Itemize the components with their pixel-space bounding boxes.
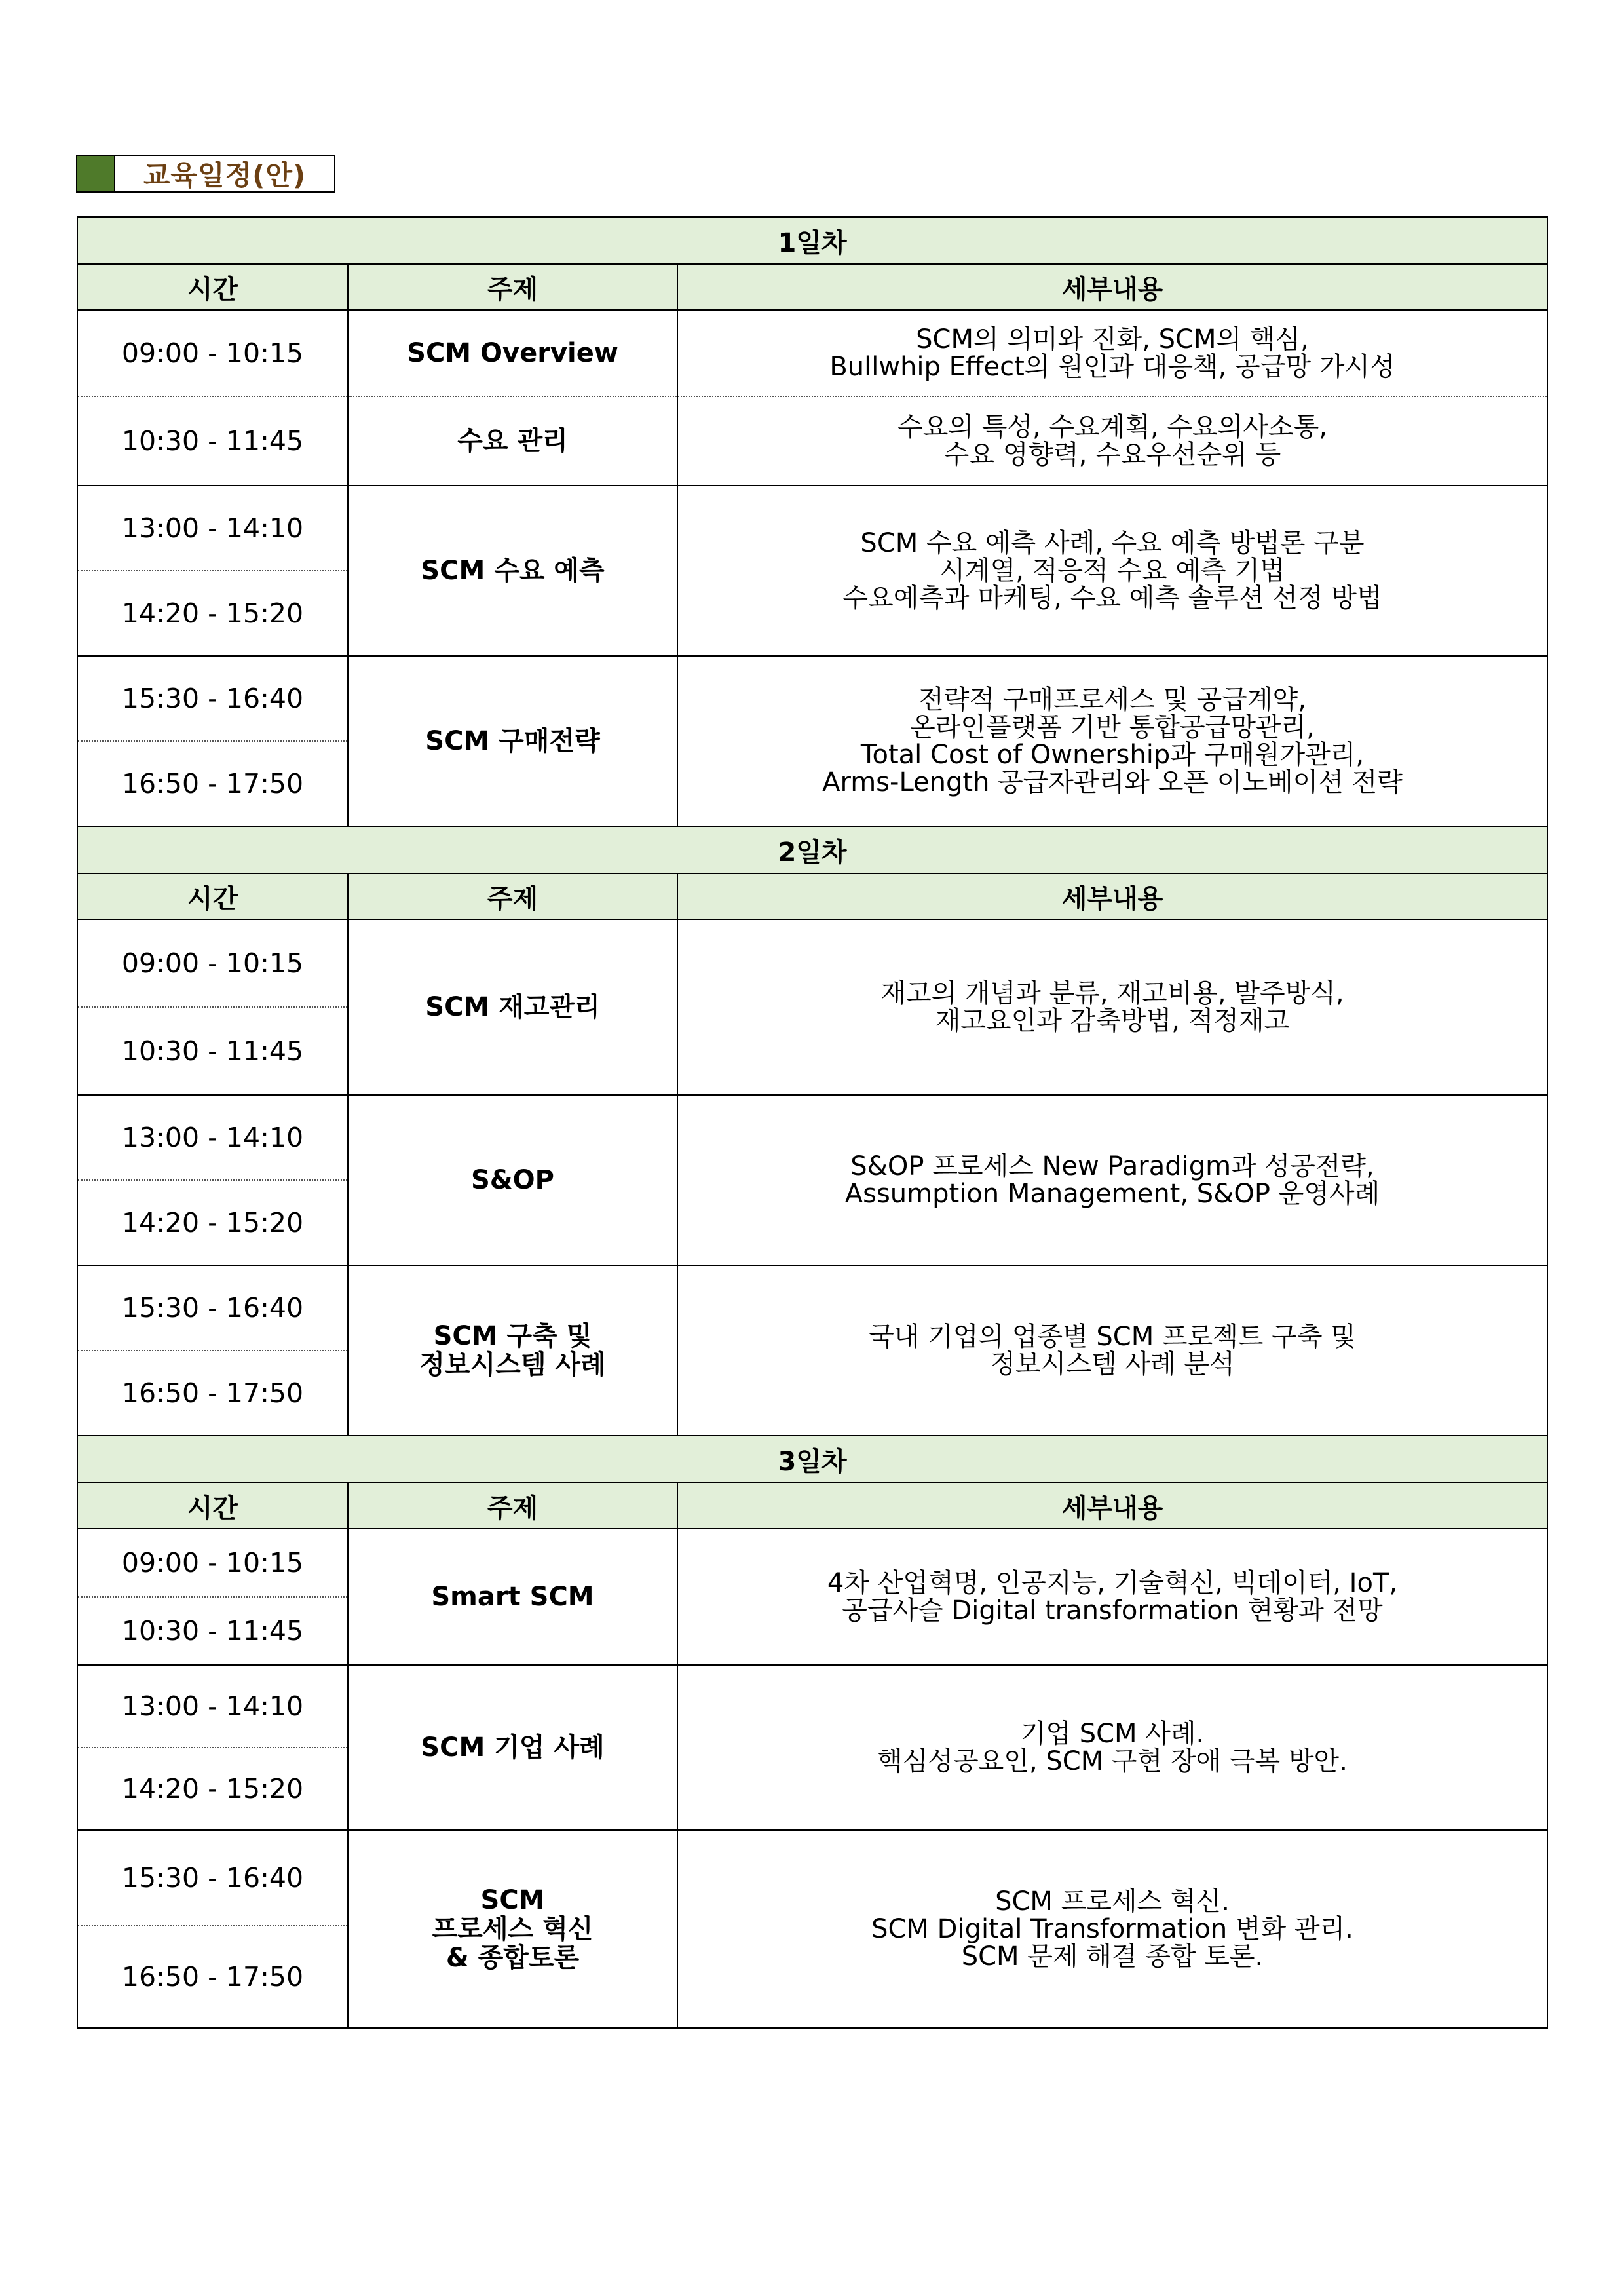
column-header-detail: 세부내용 [677,264,1547,310]
detail-line: 재고의 개념과 분류, 재고비용, 발주방식, [880,978,1344,1008]
column-header-detail: 세부내용 [677,873,1547,919]
session-topic [348,1830,677,2028]
detail-line: SCM 문제 해결 종합 토론. [961,1942,1264,1972]
column-header-time: 시간 [77,873,348,919]
topic-line: & 종합토론 [445,1943,580,1973]
topic-line: SCM 구축 및 [433,1321,592,1351]
session-detail [677,310,1547,396]
detail-line: 수요예측과 마케팅, 수요 예측 솔루션 선정 방법 [842,583,1382,613]
session-time: 14:20 - 15:20 [77,1748,348,1830]
session-topic: SCM 기업 사례 [348,1665,677,1830]
detail-line: 4차 산업혁명, 인공지능, 기술혁신, 빅데이터, IoT, [827,1568,1398,1598]
detail-line: 시계열, 적응적 수요 예측 기법 [939,556,1285,586]
column-header-detail: 세부내용 [677,1483,1547,1529]
detail-line: S&OP 프로세스 New Paradigm과 성공전략, [850,1151,1374,1181]
day-header: 2일차 [77,826,1547,873]
session-time: 14:20 - 15:20 [77,571,348,656]
session-time: 13:00 - 14:10 [77,486,348,571]
detail-line: Bullwhip Effect의 원인과 대응책, 공급망 가시성 [829,352,1395,382]
session-topic: 수요 관리 [348,396,677,486]
section-heading [76,155,335,193]
detail-line: 재고요인과 감축방법, 적정재고 [935,1006,1290,1036]
detail-line: Assumption Management, S&OP 운영사례 [844,1179,1380,1209]
detail-line: SCM 수요 예측 사례, 수요 예측 방법론 구분 [860,528,1365,558]
session-time: 10:30 - 11:45 [77,1597,348,1665]
detail-line: 수요 영향력, 수요우선순위 등 [943,440,1281,470]
detail-line: 국내 기업의 업종별 SCM 프로젝트 구축 및 [869,1322,1356,1352]
detail-line: 핵심성공요인, SCM 구현 장애 극복 방안. [877,1746,1348,1776]
session-topic: SCM 구매전략 [348,656,677,826]
session-time: 10:30 - 11:45 [77,1007,348,1095]
session-time: 16:50 - 17:50 [77,741,348,826]
day-header: 1일차 [77,217,1547,264]
session-time: 09:00 - 10:15 [77,1529,348,1597]
heading-marker [77,156,115,191]
session-detail [677,1095,1547,1265]
session-topic: S&OP [348,1095,677,1265]
session-detail [677,1830,1547,2028]
session-time: 16:50 - 17:50 [77,1350,348,1436]
session-detail [677,1529,1547,1665]
column-header-topic: 주제 [348,1483,677,1529]
detail-line: SCM 프로세스 혁신. [995,1886,1230,1917]
session-time: 10:30 - 11:45 [77,396,348,486]
session-time: 09:00 - 10:15 [77,310,348,396]
session-topic: SCM Overview [348,310,677,396]
detail-line: SCM Digital Transformation 변화 관리. [871,1914,1353,1944]
detail-line: 기업 SCM 사례. [1020,1719,1205,1749]
session-time: 14:20 - 15:20 [77,1180,348,1265]
session-detail [677,656,1547,826]
schedule-table [77,216,1548,2029]
detail-line: 전략적 구매프로세스 및 공급계약, [918,685,1306,715]
column-header-time: 시간 [77,264,348,310]
session-time: 15:30 - 16:40 [77,656,348,741]
session-time: 13:00 - 14:10 [77,1095,348,1180]
detail-line: SCM의 의미와 진화, SCM의 핵심, [916,324,1309,354]
detail-line: 공급사슬 Digital transformation 현황과 전망 [842,1596,1383,1626]
topic-line: SCM [480,1885,545,1915]
session-topic: SCM 수요 예측 [348,486,677,656]
session-detail [677,486,1547,656]
session-time: 16:50 - 17:50 [77,1926,348,2028]
session-topic: SCM 재고관리 [348,919,677,1095]
detail-line: 온라인플랫폼 기반 통합공급망관리, [910,712,1315,742]
session-time: 15:30 - 16:40 [77,1265,348,1350]
column-header-topic: 주제 [348,264,677,310]
topic-line: 정보시스템 사례 [419,1350,606,1380]
session-topic: Smart SCM [348,1529,677,1665]
heading-title: 교육일정(안) [143,159,307,191]
day-header: 3일차 [77,1436,1547,1483]
session-detail [677,1265,1547,1436]
session-detail [677,396,1547,486]
session-detail [677,919,1547,1095]
session-time: 09:00 - 10:15 [77,919,348,1007]
topic-line: 프로세스 혁신 [432,1914,594,1944]
detail-line: 수요의 특성, 수요계획, 수요의사소통, [897,412,1327,442]
session-detail [677,1665,1547,1830]
session-topic [348,1265,677,1436]
detail-line: Arms-Length 공급자관리와 오픈 이노베이션 전략 [822,767,1403,797]
column-header-topic: 주제 [348,873,677,919]
detail-line: 정보시스템 사례 분석 [990,1349,1235,1379]
session-time: 15:30 - 16:40 [77,1830,348,1926]
session-time: 13:00 - 14:10 [77,1665,348,1748]
detail-line: Total Cost of Ownership과 구매원가관리, [860,740,1365,770]
column-header-time: 시간 [77,1483,348,1529]
